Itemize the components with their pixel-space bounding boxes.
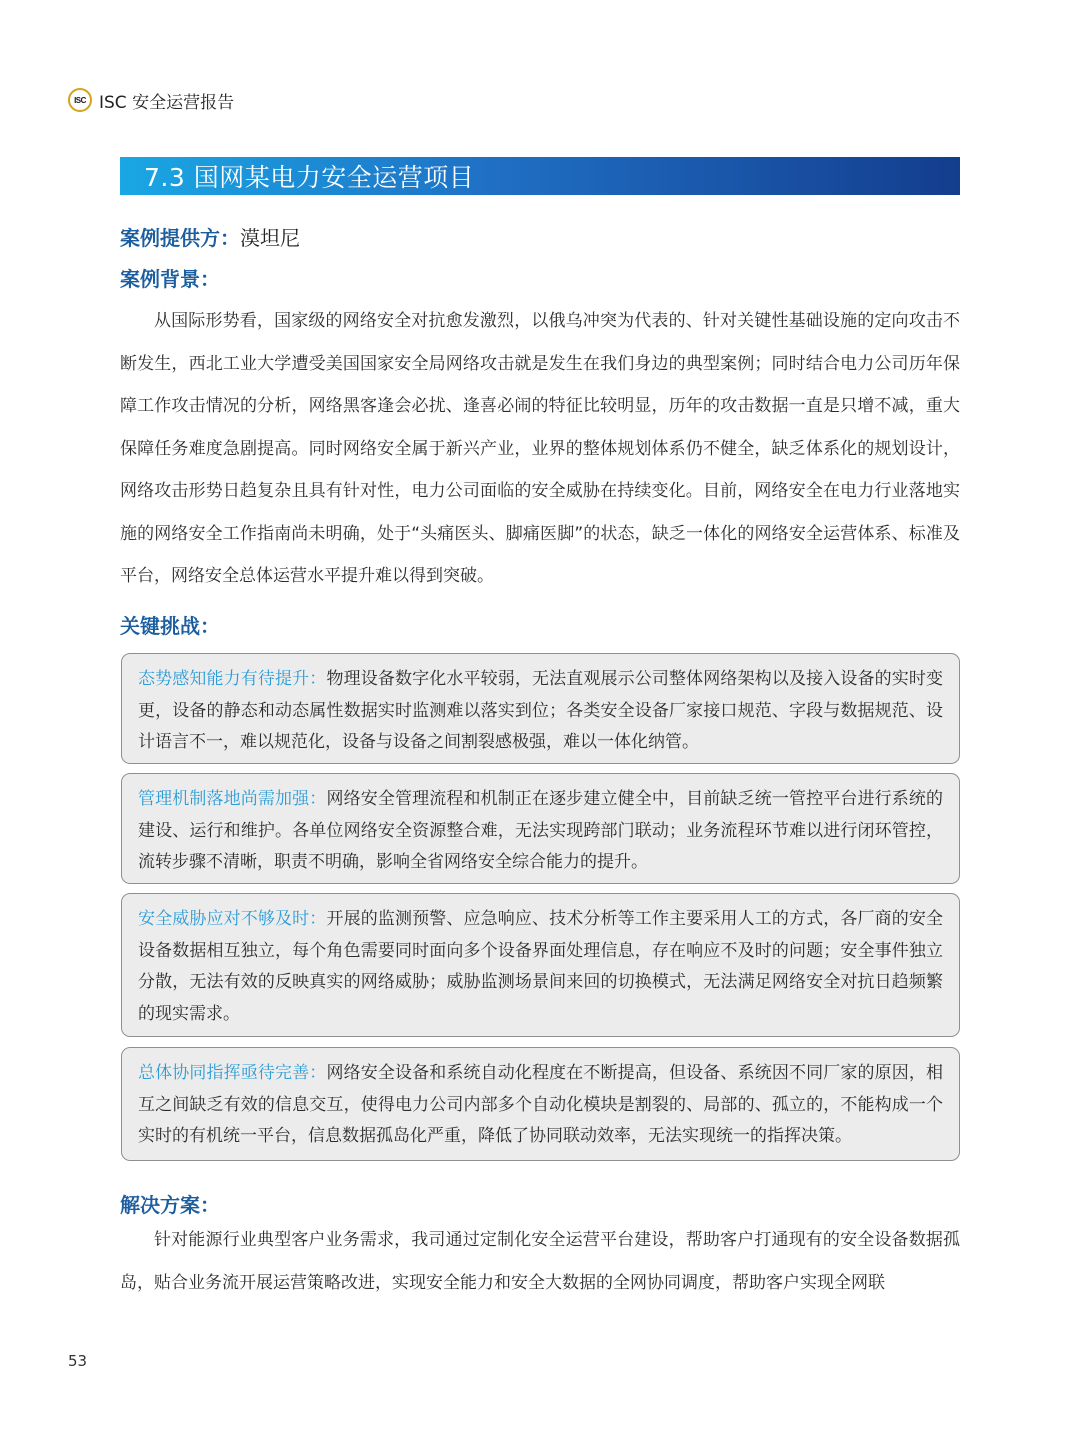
challenge-text: 网络安全管理流程和机制正在逐步建立健全中，目前缺乏统一管控平台进行系统的建设、运行和维护。各单位网络安全资源整合难，无法实现跨部门联动；业务流程环节难以进行闭环管控，流转步骤不清晰，职责不明确，影响全省网络安全综合能力的提升。 [138, 789, 944, 872]
report-header [68, 87, 234, 113]
challenge-text: 网络安全设备和系统自动化程度在不断提高，但设备、系统因不同厂家的原因，相互之间缺乏有效的信息交互，使得电力公司内部多个自动化模块是割裂的、局部的、孤立的，不能构成一个实时的有机统一平台，信息数据孤岛化严重，降低了协同联动效率，无法实现统一的指挥决策。 [138, 1063, 944, 1146]
challenges-label: 关键挑战： [120, 614, 220, 638]
section-title: 7.3 国网某电力安全运营项目 [144, 163, 475, 192]
challenge-card [121, 773, 960, 884]
page-number: 53 [68, 1352, 88, 1370]
challenge-card [121, 893, 960, 1037]
solution-paragraph: 针对能源行业典型客户业务需求，我司通过定制化安全运营平台建设，帮助客户打通现有的安全设备数据孤岛，贴合业务流开展运营策略改进，实现安全能力和安全大数据的全网协同调度，帮助客户实现全网联 [120, 1230, 960, 1293]
case-provider-value: 漠坦尼 [240, 225, 300, 250]
section-heading-bar [120, 157, 960, 195]
challenge-title: 总体协同指挥亟待完善： [138, 1063, 327, 1083]
background-label: 案例背景： [120, 267, 220, 291]
challenge-card [121, 653, 960, 764]
case-provider-label: 案例提供方： [120, 225, 240, 250]
challenge-title: 态势感知能力有待提升： [138, 669, 327, 689]
challenge-text: 物理设备数字化水平较弱，无法直观展示公司整体网络架构以及接入设备的实时变更，设备的静态和动态属性数据实时监测难以落实到位；各类安全设备厂家接口规范、字段与数据规范、设计语言不一，难以规范化，设备与设备之间割裂感极强，难以一体化纳管。 [138, 669, 944, 752]
case-provider [120, 221, 300, 251]
challenge-text: 开展的监测预警、应急响应、技术分析等工作主要采用人工的方式，各厂商的安全设备数据相互独立，每个角色需要同时面向多个设备界面处理信息，存在响应不及时的问题；安全事件独立分散，无法有效的反映真实的网络威胁；威胁监测场景间来回的切换模式，无法满足网络安全对抗日趋频繁的现实需求。 [138, 909, 944, 1024]
background-paragraph: 从国际形势看，国家级的网络安全对抗愈发激烈，以俄乌冲突为代表的、针对关键性基础设施的定向攻击不断发生，西北工业大学遭受美国国家安全局网络攻击就是发生在我们身边的典型案例；同时结合电力公司历年保障工作攻击情况的分析，网络黑客逢会必扰、逢喜必闹的特征比较明显，历年的攻击数据一直是只增不减，重大保障任务难度急剧提高。同时网络安全属于新兴产业，业界的整体规划体系仍不健全，缺乏体系化的规划设计，网络攻击形势日趋复杂且具有针对性，电力公司面临的安全威胁在持续变化。目前，网络安全在电力行业落地实施的网络安全工作指南尚未明确，处于“头痛医头、脚痛医脚”的状态，缺乏一体化的网络安全运营体系、标准及平台，网络安全总体运营水平提升难以得到突破。 [120, 311, 960, 586]
solution-label: 解决方案： [120, 1193, 220, 1217]
challenge-card [121, 1047, 960, 1161]
report-title: ISC 安全运营报告 [99, 92, 235, 113]
isc-logo: ISC [68, 88, 92, 112]
challenge-title: 安全威胁应对不够及时： [138, 909, 327, 929]
challenge-title: 管理机制落地尚需加强： [138, 789, 327, 809]
